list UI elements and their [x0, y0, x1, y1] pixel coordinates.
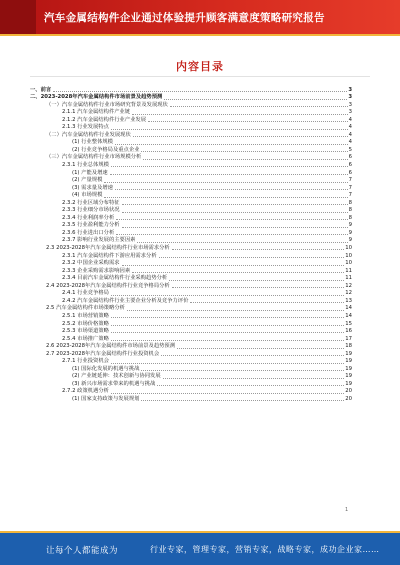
toc-leader-dots	[111, 332, 344, 333]
toc-entry-label: 2.7.1 行业投资机会	[62, 358, 109, 365]
toc-leader-dots	[116, 234, 347, 235]
toc-entry[interactable]	[30, 199, 352, 207]
toc-leader-dots	[137, 242, 347, 243]
toc-entry[interactable]	[30, 192, 352, 200]
toc-leader-dots	[170, 106, 348, 107]
toc-entry-label: 2.3.3 行业细分市场状况	[62, 207, 120, 214]
toc-entry-page: 3	[348, 86, 352, 93]
toc-leader-dots	[132, 114, 347, 115]
toc-entry-page: 11	[345, 267, 352, 274]
toc-leader-dots	[110, 174, 348, 175]
toc-entry[interactable]	[30, 267, 352, 275]
toc-entry-label: (3) 新兴市场需求带来的机遇与挑战	[72, 380, 156, 387]
toc-leader-dots	[111, 393, 344, 394]
toc-heading: 内容目录	[176, 60, 224, 73]
toc-entry-label: （三）汽车金属结构件行业市场规模分析	[46, 154, 142, 161]
toc-entry-page: 6	[348, 162, 352, 169]
toc-entry-label: 2.5.2 市场价格策略	[62, 320, 109, 327]
toc-entry-label: (2) 产业链延伸：技术创新与协同发展	[72, 373, 161, 380]
table-of-contents	[30, 86, 352, 403]
toc-entry[interactable]	[30, 237, 352, 245]
toc-entry[interactable]	[30, 169, 352, 177]
toc-entry[interactable]	[30, 305, 352, 313]
toc-entry-label: 2.5.1 市场营销策略	[62, 312, 109, 319]
toc-entry[interactable]	[30, 290, 352, 298]
toc-entry-page: 12	[345, 282, 352, 289]
toc-entry-page: 20	[345, 388, 352, 395]
toc-entry[interactable]	[30, 358, 352, 366]
toc-entry[interactable]	[30, 214, 352, 222]
toc-entry[interactable]	[30, 101, 352, 109]
toc-entry-label: (1) 国际化发展的机遇与挑战	[72, 365, 140, 372]
toc-leader-dots	[122, 204, 348, 205]
toc-leader-dots	[159, 257, 345, 258]
toc-entry-page: 8	[348, 199, 352, 206]
report-title: 汽车金属结构件企业通过体验提升顾客满意度策略研究报告	[44, 12, 325, 24]
header-logo-block	[0, 0, 36, 34]
header-banner	[0, 0, 400, 34]
toc-heading-divider	[30, 76, 370, 77]
toc-entry-page: 4	[348, 131, 352, 138]
toc-entry[interactable]	[30, 109, 352, 117]
toc-entry[interactable]	[30, 154, 352, 162]
toc-entry-label: (1) 产能及增速	[72, 169, 108, 176]
toc-entry-label: 2.3.2 行业区域分布特征	[62, 199, 120, 206]
toc-entry[interactable]	[30, 395, 352, 403]
toc-leader-dots	[133, 136, 348, 137]
toc-leader-dots	[141, 370, 344, 371]
toc-entry-page: 6	[348, 169, 352, 176]
toc-entry-page: 20	[345, 395, 352, 402]
toc-entry-page: 14	[345, 305, 352, 312]
toc-entry[interactable]	[30, 94, 352, 102]
toc-entry-page: 3	[348, 101, 352, 108]
toc-entry[interactable]	[30, 373, 352, 381]
toc-entry-page: 5	[348, 146, 352, 153]
toc-entry[interactable]	[30, 282, 352, 290]
toc-leader-dots	[111, 129, 348, 130]
toc-entry-page: 17	[345, 335, 352, 342]
toc-leader-dots	[177, 348, 344, 349]
toc-entry[interactable]	[30, 207, 352, 215]
toc-entry-page: 7	[348, 192, 352, 199]
toc-entry-page: 3	[348, 94, 352, 101]
toc-leader-dots	[104, 197, 347, 198]
toc-entry-label: (1) 国家支持政策与发展规划	[72, 395, 140, 402]
toc-leader-dots	[122, 265, 345, 266]
toc-entry[interactable]	[30, 229, 352, 237]
toc-entry-label: 2.3.1 汽车金属结构件下游应用需求分析	[62, 252, 157, 259]
toc-entry-label: 2.3.6 行业进出口分析	[62, 229, 115, 236]
toc-entry[interactable]	[30, 297, 352, 305]
toc-entry-page: 16	[345, 328, 352, 335]
toc-entry-page: 19	[345, 358, 352, 365]
toc-leader-dots	[143, 159, 347, 160]
toc-entry-page: 10	[345, 245, 352, 252]
toc-entry-page: 15	[345, 320, 352, 327]
toc-entry[interactable]	[30, 139, 352, 147]
toc-leader-dots	[172, 287, 345, 288]
toc-entry-page: 12	[345, 290, 352, 297]
footer-slogan-left: 让每个人都能成为	[46, 546, 119, 556]
toc-entry-label: 一、前言	[30, 86, 52, 93]
toc-leader-dots	[157, 385, 344, 386]
toc-entry-page: 13	[345, 297, 352, 304]
toc-leader-dots	[111, 317, 344, 318]
toc-entry-label: 2.1.3 行业发展特点	[62, 124, 109, 131]
toc-entry-label: 2.7 2023-2028年汽车金属结构件行业投资机会	[46, 350, 160, 357]
toc-entry-label: (2) 产量规模	[72, 177, 103, 184]
toc-entry[interactable]	[30, 222, 352, 230]
toc-entry-label: 2.6 2023-2028年汽车金属结构件市场前景及趋势预测	[46, 343, 176, 350]
toc-entry-page: 10	[345, 252, 352, 259]
toc-leader-dots	[132, 272, 344, 273]
toc-entry-page: 6	[348, 154, 352, 161]
toc-leader-dots	[111, 295, 344, 296]
toc-leader-dots	[141, 151, 347, 152]
toc-leader-dots	[111, 166, 348, 167]
toc-entry-label: 2.3.7 影响行业发展的主要因素	[62, 237, 136, 244]
toc-entry-label: 2.7.2 政策机遇分析	[62, 388, 109, 395]
toc-entry-label: （一）汽车金属结构件行业市场研究背景及发展现状	[46, 101, 168, 108]
toc-entry[interactable]	[30, 161, 352, 169]
toc-entry-label: (1) 行业整体规模	[72, 139, 113, 146]
toc-entry-page: 8	[348, 214, 352, 221]
toc-entry-page: 4	[348, 116, 352, 123]
toc-leader-dots	[169, 280, 344, 281]
toc-entry[interactable]	[30, 86, 352, 94]
toc-leader-dots	[172, 249, 345, 250]
toc-entry[interactable]	[30, 146, 352, 154]
toc-leader-dots	[190, 302, 344, 303]
toc-entry-page: 11	[345, 275, 352, 282]
toc-entry-page: 19	[345, 380, 352, 387]
toc-leader-dots	[115, 189, 348, 190]
toc-leader-dots	[141, 400, 344, 401]
toc-leader-dots	[122, 212, 348, 213]
toc-leader-dots	[161, 355, 344, 356]
toc-entry[interactable]	[30, 365, 352, 373]
toc-entry[interactable]	[30, 350, 352, 358]
toc-entry-page: 3	[348, 109, 352, 116]
toc-leader-dots	[53, 91, 347, 92]
toc-leader-dots	[111, 325, 344, 326]
toc-entry[interactable]	[30, 388, 352, 396]
toc-entry[interactable]	[30, 252, 352, 260]
toc-entry-label: 2.3.4 行业利润率分析	[62, 214, 115, 221]
toc-leader-dots	[148, 121, 348, 122]
toc-entry-label: 2.3.5 行业盈利能力分析	[62, 222, 120, 229]
toc-entry[interactable]	[30, 124, 352, 132]
toc-entry[interactable]	[30, 380, 352, 388]
footer-banner	[0, 533, 400, 565]
toc-entry[interactable]	[30, 116, 352, 124]
toc-entry-label: 2.5.3 市场渠道策略	[62, 328, 109, 335]
toc-entry-page: 7	[348, 177, 352, 184]
toc-entry-page: 9	[348, 237, 352, 244]
toc-entry-label: 2.5.4 市场推广策略	[62, 335, 109, 342]
toc-entry[interactable]	[30, 343, 352, 351]
toc-entry-page: 18	[345, 343, 352, 350]
toc-entry-label: 二、2023-2028年汽车金属结构件市场前景及趋势预测	[30, 94, 163, 101]
toc-entry-label: (4) 市场规模	[72, 192, 103, 199]
toc-leader-dots	[122, 227, 348, 228]
toc-leader-dots	[116, 219, 347, 220]
toc-entry-label: (3) 需求量及增速	[72, 184, 113, 191]
toc-leader-dots	[111, 340, 344, 341]
toc-entry-label: 2.5 汽车金属结构件市场策略分析	[46, 305, 125, 312]
toc-entry-label: 2.4 2023-2028年汽车金属结构件行业竞争格局分析	[46, 282, 170, 289]
toc-entry[interactable]	[30, 328, 352, 336]
toc-entry-page: 4	[348, 124, 352, 131]
toc-leader-dots	[127, 310, 344, 311]
toc-entry-page: 4	[348, 139, 352, 146]
toc-entry-label: 2.4.2 汽车金属结构件行业主要企业分析及竞争力评价	[62, 297, 189, 304]
toc-entry-page: 7	[348, 184, 352, 191]
toc-entry[interactable]	[30, 260, 352, 268]
toc-entry[interactable]	[30, 131, 352, 139]
page-number: 1	[345, 507, 349, 513]
toc-entry-label: 2.4.1 行业竞争格局	[62, 290, 109, 297]
toc-entry-label: 2.3.1 行业总体规模	[62, 162, 109, 169]
toc-entry[interactable]	[30, 177, 352, 185]
toc-leader-dots	[163, 378, 345, 379]
toc-entry-label: 2.1.2 汽车金属结构件行业产业发展	[62, 116, 147, 123]
toc-leader-dots	[104, 182, 347, 183]
toc-entry-page: 19	[345, 365, 352, 372]
toc-entry-page: 14	[345, 312, 352, 319]
toc-entry-page: 10	[345, 260, 352, 267]
toc-entry[interactable]	[30, 244, 352, 252]
toc-leader-dots	[164, 99, 347, 100]
toc-entry-page: 19	[345, 373, 352, 380]
toc-entry-page: 9	[348, 222, 352, 229]
toc-entry-label: 2.3.3 企业采购需求影响因素	[62, 267, 131, 274]
toc-entry[interactable]	[30, 320, 352, 328]
toc-entry-label: 2.3.4 目前汽车金属结构件行业采购趋势分析	[62, 275, 168, 282]
toc-leader-dots	[115, 144, 348, 145]
toc-leader-dots	[111, 363, 344, 364]
toc-entry-label: 2.1.1 汽车金属结构件产业链	[62, 109, 131, 116]
toc-entry[interactable]	[30, 335, 352, 343]
header-divider	[0, 34, 400, 36]
toc-entry-label: (2) 行业竞争格局及重点企业	[72, 146, 140, 153]
toc-entry-label: （二）汽车金属结构件行业发展现状	[46, 131, 131, 138]
toc-entry-page: 9	[348, 229, 352, 236]
footer-slogan-right: 行业专家，管理专家，营销专家，战略专家，成功企业家……	[150, 545, 380, 554]
toc-entry[interactable]	[30, 184, 352, 192]
toc-entry[interactable]	[30, 312, 352, 320]
toc-entry[interactable]	[30, 275, 352, 283]
toc-entry-label: 2.3.2 中国企业采购需求	[62, 260, 120, 267]
toc-entry-label: 2.3 2023-2028年汽车金属结构件行业市场需求分析	[46, 245, 170, 252]
toc-entry-page: 19	[345, 350, 352, 357]
toc-entry-page: 8	[348, 207, 352, 214]
